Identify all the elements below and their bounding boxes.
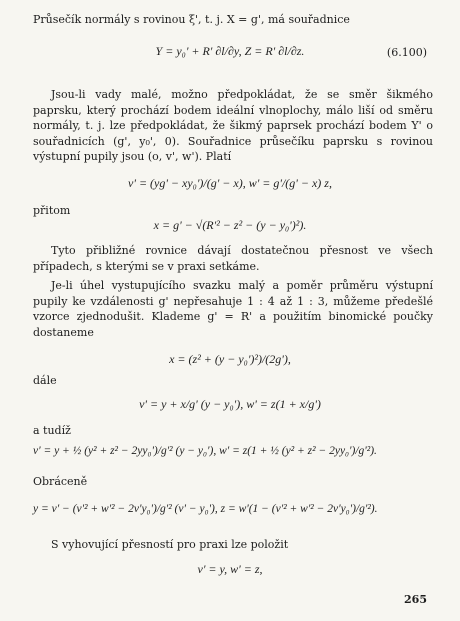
equation-y-z-inverse: y = v' − (v'² + w'² − 2v'y₀')/g'² (v' − y₀'), z = w'(1 − (v'² + w'² − 2v'y₀')/g'²).	[33, 503, 378, 515]
equation-number: (6.100)	[386, 46, 427, 59]
label-dale: dále	[33, 374, 57, 387]
paragraph-vyhovujici: S vyhovující přesností pro praxi lze položit	[51, 538, 289, 551]
equation-v-w-approx: v' = y + x/g' (y − y₀'), w' = z(1 + x/g')	[139, 397, 321, 411]
label-obracene: Obráceně	[33, 475, 88, 488]
label-a-tudiz: a tudíž	[33, 424, 71, 437]
equation-v-w-expanded: v' = y + ½ (y² + z² − 2yy₀')/g'² (y − y₀'), w' = z(1 + ½ (y² + z² − 2yy₀')/g'²).	[33, 445, 377, 457]
equation-final: v' = y, w' = z,	[197, 562, 263, 576]
equation-6-100: Y = y₀' + R' ∂l/∂y, Z = R' ∂l/∂z.	[155, 44, 305, 58]
equation-v-w: v' = (yg' − xy₀')/(g' − x), w' = g'/(g' − x) z,	[128, 176, 332, 190]
label-pritom: přitom	[33, 204, 71, 217]
intro-paragraph: Průsečík normály s rovinou ξ', t. j. X = g', má souřadnice	[33, 13, 350, 26]
paragraph-uhel: Je-li úhel vystupujícího svazku malý a poměr průměru výstupní pupily ke vzdálenosti g' nepřesahuje 1 : 4 až 1 : 3, můžeme předešlé vzorce zjednodušit. Klademe g' = R' a použitím binomické poučky dostaneme	[33, 279, 433, 339]
page-number: 265	[404, 593, 427, 606]
paragraph-presnost: Tyto přibližné rovnice dávají dostatečnou přesnost ve všech případech, s kterými se v praxi setkáme.	[33, 244, 433, 273]
equation-x-sqrt: x = g' − √(R'² − z² − (y − y₀')²).	[153, 218, 307, 232]
equation-x-approx: x = (z² + (y − y₀')²)/(2g'),	[169, 352, 291, 366]
paragraph-vady: Jsou-li vady malé, možno předpokládat, že se směr šikmého paprsku, který prochází bodem ideální vlnoplochy, málo liší od směru normály, t. j. lze předpokládat, že šikmý paprsek prochází bodem Y' o souřadnicích (g', y₀', 0). Souřadnice průsečíku paprsku s rovinou výstupní pupily jsou (o, v', w'). Platí	[33, 88, 433, 164]
